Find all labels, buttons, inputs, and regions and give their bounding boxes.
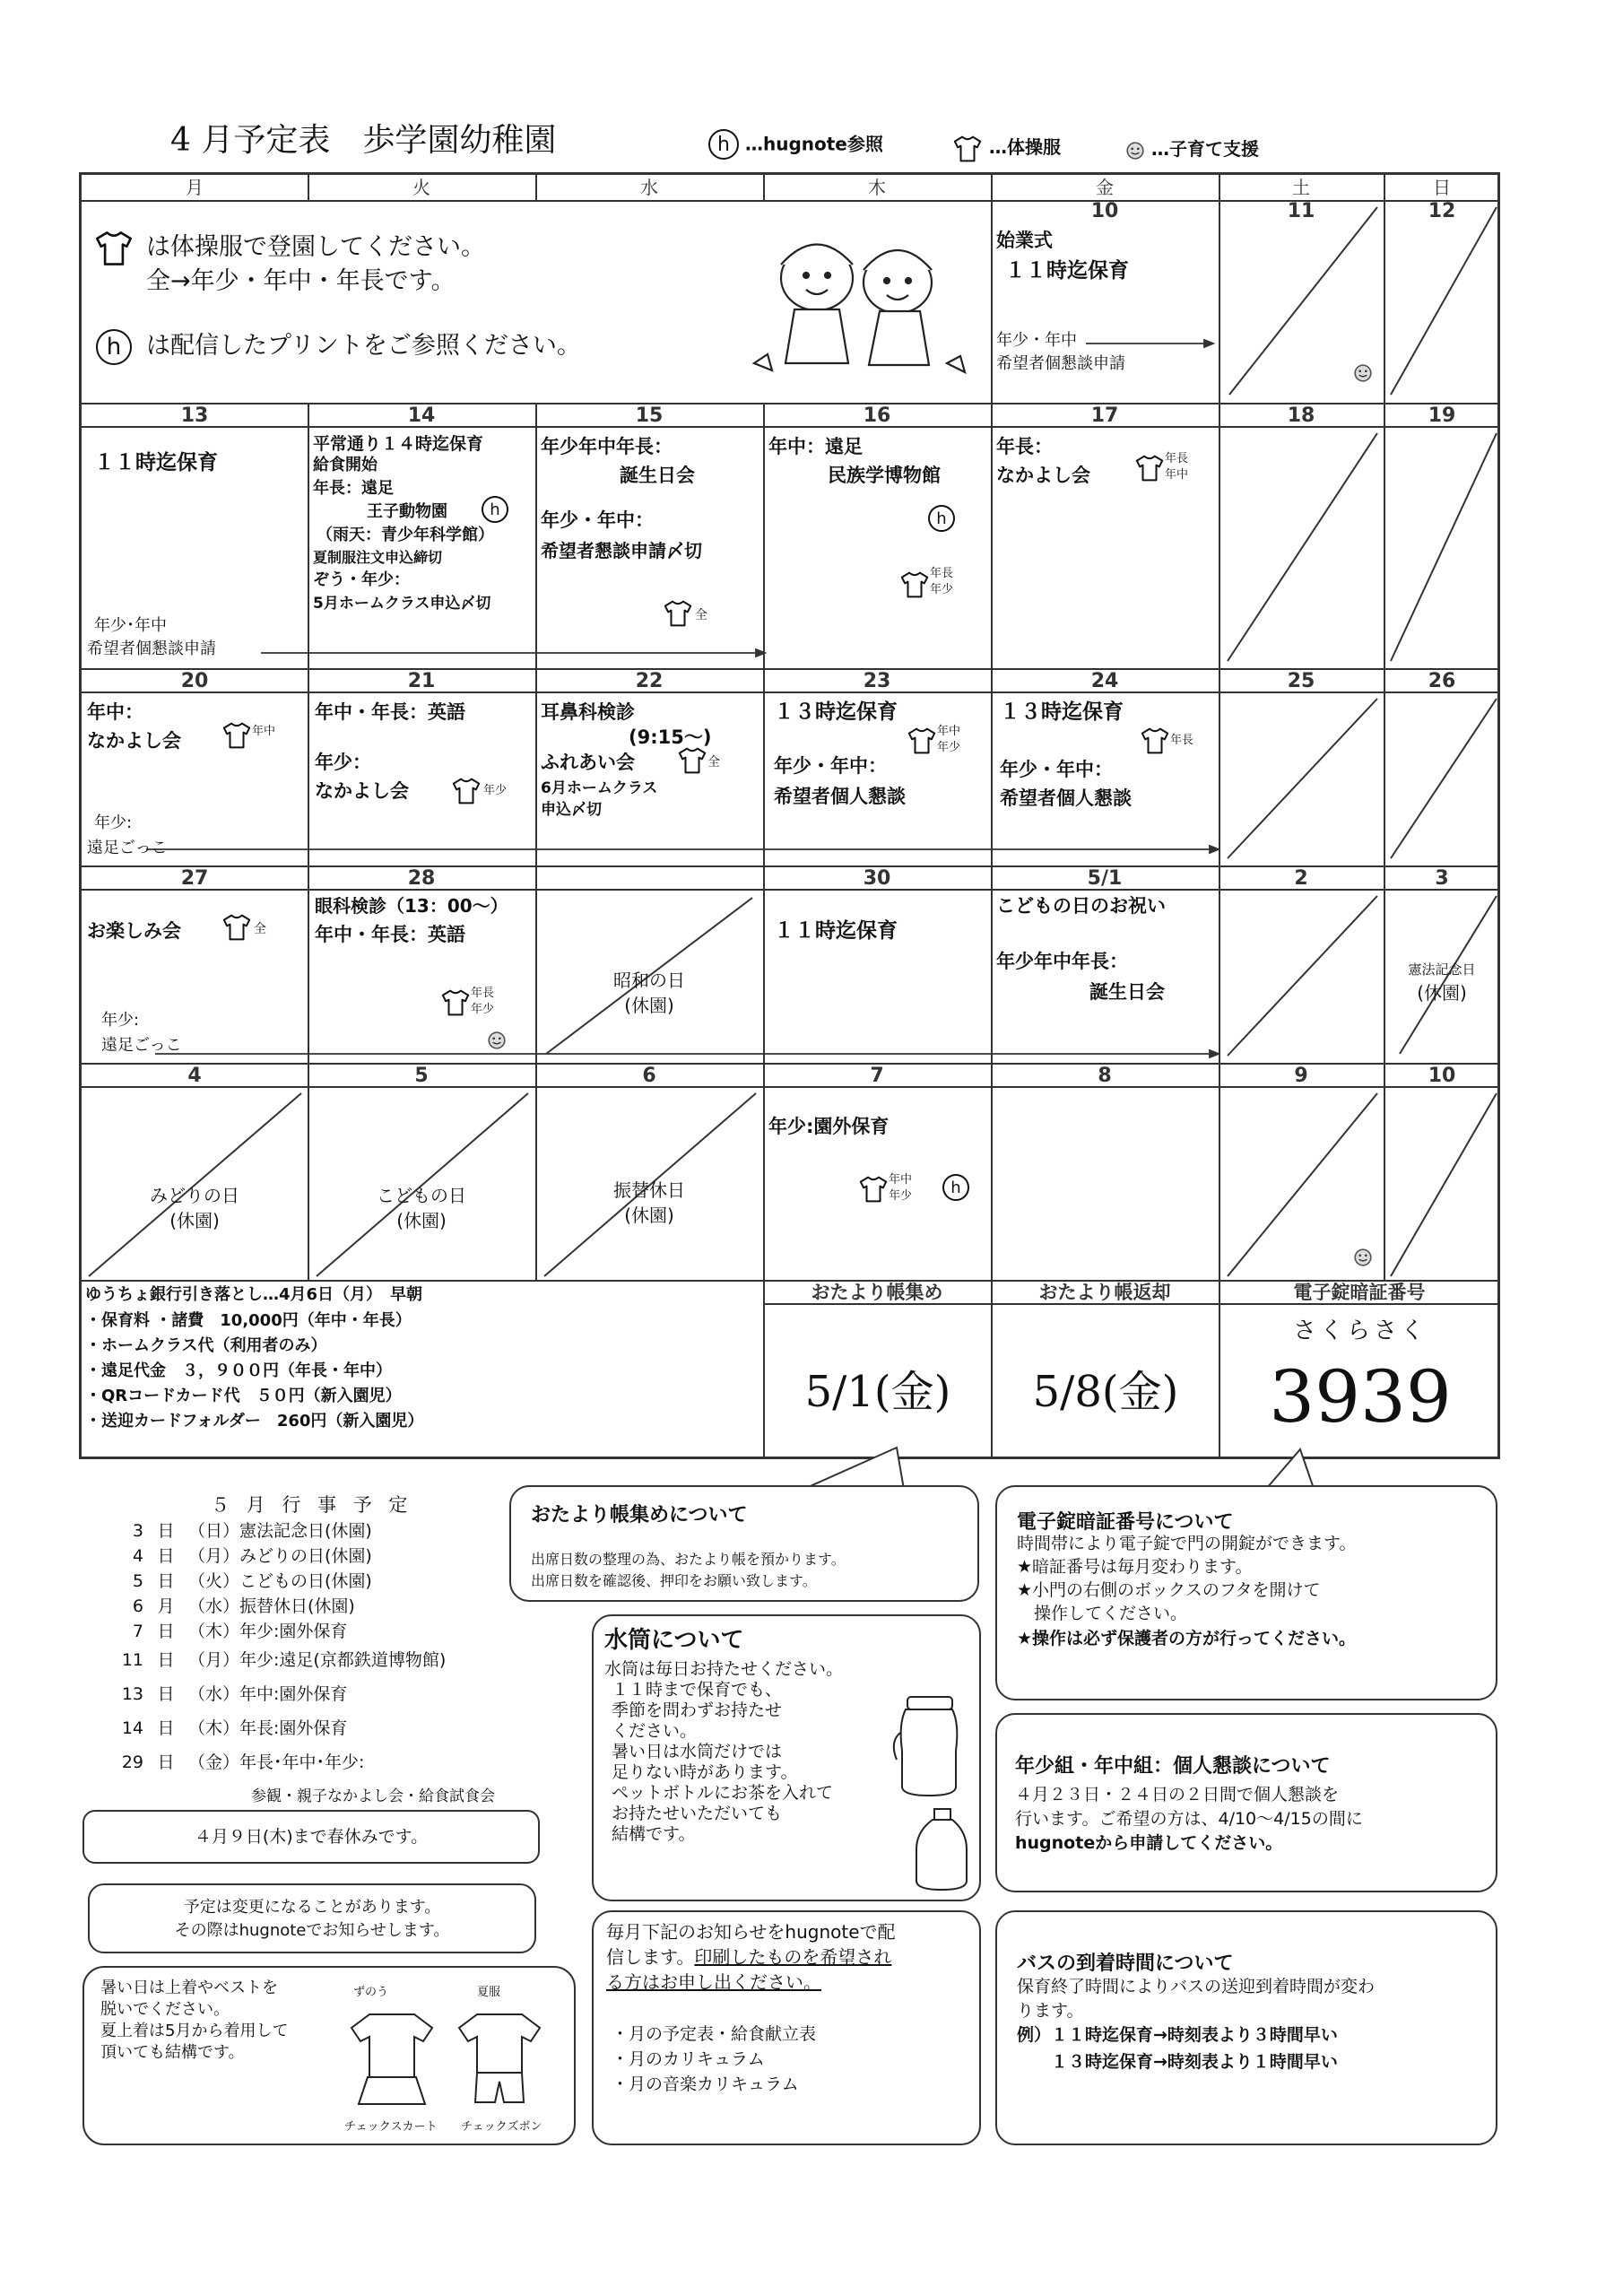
intro-line2: 全→年少・年中・年長です。 [146,267,456,295]
lock-value: 3939 [1269,1355,1452,1439]
support-icon-11 [1353,363,1373,383]
ill-summer: 夏服 [477,1986,501,1999]
d24-meeting: 希望者個人懇談 [1000,787,1132,809]
d15-birthday: 誕生日会 [620,465,695,486]
d17-shirt-2: 年中 [1165,468,1189,482]
hugnote-item: ・月のカリキュラム [612,2049,765,2069]
d29-closed: (休園) [624,995,674,1016]
d51-kids-day: こどもの日のお祝い [996,895,1166,917]
intro-line3: は配信したプリントをご参照ください。 [146,332,581,360]
day-21: 21 [407,670,436,692]
d10-hours: １１時迄保育 [1005,259,1129,283]
d7-shirt-2: 年少 [889,1189,913,1203]
may-event-row: 7 日 （木）年少:園外保育 [132,1622,348,1641]
bank-item-5: ・送迎カードフォルダー 260円（新入園児） [85,1412,424,1431]
hugnote-item: ・月の予定表・給食献立表 [612,2024,817,2044]
suito-line-2: １１時まで保育でも、 [612,1680,783,1700]
day-22: 22 [635,670,664,692]
day-4: 4 [187,1065,202,1087]
spring-note: ４月９日(木)まで春休みです。 [82,1810,540,1864]
may-event-extra: 参観・親子なかよし会・給食試食会 [251,1787,495,1805]
d7-h-icon: h [942,1174,969,1201]
d17-shirt-icon [1134,455,1165,482]
d17-grade: 年長： [996,436,1053,457]
d27-event: お楽しみ会 [87,920,181,942]
d23-shirt-1: 年中 [937,725,961,738]
d5-closed: (休園) [396,1210,447,1231]
day-3: 3 [1435,867,1449,890]
bank-item-4: ・QRコードカード代 ５０円（新入園児） [85,1387,402,1405]
lock-label: 電子錠暗証番号 [1293,1282,1426,1303]
intro-h-icon: h [96,329,132,365]
collect-label: おたより帳集め [811,1282,943,1303]
change-note: 予定は変更になることがあります。 その際はhugnoteでお知らせします。 [88,1883,536,1953]
d16-shirt-icon [899,571,930,598]
children-illustration [736,211,978,390]
d20-grade2: 年少: [94,813,133,832]
d22-time: (9:15～) [629,726,712,748]
d14-homeclass: 5月ホームクラス申込〆切 [313,595,491,613]
intro-line1: は体操服で登園してください。 [146,233,485,261]
d22-checkup: 耳鼻科検診 [541,701,635,723]
d23-meeting: 希望者個人懇談 [774,786,906,807]
d7-shirt-icon [858,1176,889,1203]
legend-h-text: …hugnote参照 [744,133,883,155]
konda-box: 年少組・年中組：個人懇談について ４月２３日・２４日の２日間で個人懇談を 行います。ご希望の方は、4/10～4/15の間に hugnoteから申請してください。 [995,1713,1497,1892]
d7-outing: 年少:園外保育 [768,1116,890,1137]
weekday-sun: 日 [1433,177,1451,198]
suito-line-8: お持たせいただいても [612,1804,783,1823]
day-11: 11 [1287,200,1315,222]
d14-lunch: 給食開始 [313,456,378,474]
d14-h-icon: h [482,496,508,523]
d20-play: 遠足ごっこ [87,839,168,857]
day-12: 12 [1428,200,1456,222]
legend-support-text: …子育て支援 [1150,138,1259,160]
d23-shirt-2: 年少 [937,741,961,754]
d23-shirt-icon [907,727,937,754]
support-icon-28 [487,1031,507,1050]
d21-shirt: 年少 [483,784,508,797]
d16-shirt-2: 年少 [930,583,954,596]
day-23: 23 [863,670,891,692]
uniform-illustration [334,1987,567,2113]
ill-skirt: チェックスカート [344,2120,438,2134]
may-event-row: 4 日 （月）みどりの日(休園) [132,1546,372,1566]
intro-shirt-icon [94,230,134,266]
calendar [79,172,1500,1459]
bank-item-2: ・ホームクラス代（利用者のみ） [85,1336,327,1355]
bank-item-3: ・遠足代金 ３，９００円（年長・年中） [85,1361,392,1380]
suito-line-5: 暑い日は水筒だけでは [612,1742,783,1761]
day-14: 14 [407,404,436,427]
d21-event: なかよし会 [315,780,409,802]
return-label: おたより帳返却 [1038,1282,1171,1303]
d22-homeclass: 6月ホームクラス [541,779,658,797]
day-15: 15 [635,404,664,427]
weekday-mon: 月 [186,177,204,198]
lock-box: 電子錠暗証番号について 時間帯により電子錠で門の開錠ができます。 ★暗証番号は毎月変わります。 ★小門の右側のボックスのフタを開けて 操作してください。 ★操作は必ず保護者の方が行ってください。 [995,1485,1497,1700]
d28-shirt-2: 年少 [471,1003,495,1016]
legend-support [1125,135,1259,161]
day-8: 8 [1098,1065,1112,1087]
d23-grades: 年少・年中： [774,755,887,777]
suito-line-7: ペットボトルにお茶を入れて [612,1783,834,1803]
day-13: 13 [180,404,209,427]
h-icon: h [708,129,739,160]
d22-deadline: 申込〆切 [541,801,602,819]
day-2: 2 [1294,867,1308,890]
suito-line-9: 結構です。 [612,1824,696,1844]
day-24: 24 [1090,670,1119,692]
bottle-illustration [890,1688,976,1894]
page-title: 4 月予定表 歩学園幼稚園 [170,122,557,159]
lock-kana: さくらさく [1292,1318,1428,1344]
weekday-tue: 火 [412,177,430,198]
d16-h-icon: h [928,505,955,532]
bank-title: ゆうちょ銀行引き落とし…4月6日（月） 早朝 [85,1285,423,1304]
d14-zoo: 王子動物園 [367,502,447,521]
d13-request: 希望者個懇談申請 [87,639,216,658]
d22-event: ふれあい会 [541,752,635,773]
d51-birthday: 誕生日会 [1089,981,1165,1003]
d20-grade: 年中： [87,701,143,723]
d20-event: なかよし会 [87,730,181,752]
d20-shirt-icon [221,722,252,749]
day-10-may: 10 [1428,1065,1456,1087]
smile-icon [1125,141,1145,161]
day-20: 20 [180,670,209,692]
suito-line-1: 水筒は毎日お持たせください。 [604,1659,844,1679]
may-events-list [99,1518,529,1813]
d23-hours: １３時迄保育 [774,700,898,724]
day-30: 30 [863,867,891,890]
d4-closed: (休園) [169,1210,220,1231]
d24-hours: １３時迄保育 [1000,700,1124,724]
d27-shirt: 全 [254,922,266,936]
day-5: 5 [414,1065,429,1087]
d24-shirt-icon [1140,727,1170,754]
d30-hours: １１時迄保育 [774,919,898,943]
d5-holiday: こどもの日 [377,1185,466,1206]
day-10: 10 [1090,200,1119,222]
ill-pants: チェックズボン [461,2120,542,2134]
support-icon-9 [1353,1248,1373,1267]
may-event-row: 3 日 （日）憲法記念日(休園) [132,1521,372,1541]
suito-line-4: ください。 [612,1721,698,1741]
d24-grades: 年少・年中： [1000,759,1113,780]
may-event-row: 5 日 （火）こどもの日(休園) [132,1571,372,1591]
d21-grade: 年少： [315,752,371,773]
day-16: 16 [863,404,891,427]
d14-uniform: 夏制服注文申込締切 [313,549,443,566]
bus-box: バスの到着時間について 保育終了時間によりバスの送迎到着時間が変わ ります。 例）１１時迄保育→時刻表より３時間早い １３時迄保育→時刻表より１時間早い [995,1910,1497,2145]
weekday-sat: 土 [1292,177,1310,198]
d27-shirt-icon [221,914,252,941]
hot-note: 暑い日は上着やベストを 脱いでください。 夏上着は5月から着用して 頂いても結構です。 チェックスカート チェックズボン 夏服 ずのう [82,1966,576,2145]
d24-shirt: 年長 [1170,734,1194,747]
d15-shirt-all: 全 [695,608,707,622]
d22-shirt-icon [677,747,707,774]
may-event-row: 14 日 （木）年長:園外保育 [121,1718,348,1738]
day-26: 26 [1428,670,1456,692]
d22-shirt: 全 [707,755,720,770]
d3-holiday: 憲法記念日 [1408,961,1476,978]
d10-grades: 年少・年中 [996,331,1077,350]
d16-museum: 民族学博物館 [828,465,941,486]
day-19: 19 [1428,404,1456,427]
day-27: 27 [180,867,209,890]
d10-request: 希望者個懇談申請 [996,354,1125,373]
suito-line-3: 季節を問わずお持たせ [612,1700,783,1720]
d21-english: 年中・年長：英語 [315,701,465,723]
day-7: 7 [870,1065,884,1087]
may-events-title: ５ 月 行 事 予 定 [211,1494,413,1516]
otayori-box: おたより帳集めについて 出席日数の整理の為、おたより帳を預かります。 出席日数を確認後、押印をお願い致します。 [509,1485,979,1602]
d10-ceremony: 始業式 [996,230,1053,251]
d28-shirt-1: 年長 [471,987,495,1000]
suito-line-6: 足りない時があります。 [612,1762,798,1782]
d4-holiday: みどりの日 [150,1185,239,1206]
weekday-thu: 木 [868,177,886,198]
d14-normal: 平常通り１４時迄保育 [313,434,484,454]
day-25: 25 [1287,670,1315,692]
day-18: 18 [1287,404,1315,427]
d3-closed: (休園) [1417,982,1467,1004]
legend-shirt [952,133,1061,162]
d28-shirt-icon [440,989,471,1016]
d16-shirt-1: 年長 [930,567,954,580]
day-6: 6 [642,1065,656,1087]
d13-hours: １１時迄保育 [94,451,218,474]
d16-trip: 年中：遠足 [768,436,863,457]
day-17: 17 [1090,404,1119,427]
shirt-icon [952,135,983,162]
d15-grades: 年少・年中： [541,509,654,531]
d28-english: 年中・年長：英語 [315,924,465,945]
weekday-wed: 水 [640,177,658,198]
may-event-row: 6 月 （水）振替休日(休園) [132,1596,355,1616]
d15-shirt-icon [663,600,693,627]
d29-holiday: 昭和の日 [613,970,685,991]
d15-deadline: 希望者懇談申請〆切 [541,540,702,561]
d14-rain: （雨天：青少年科学館） [317,526,494,544]
d28-eye: 眼科検診（13：00～） [315,895,508,917]
d27-play: 遠足ごっこ [101,1036,182,1055]
hugnote-item: ・月の音楽カリキュラム [612,2074,799,2094]
legend-shirt-text: …体操服 [988,136,1061,158]
d17-event: なかよし会 [996,465,1090,486]
d6-holiday: 振替休日 [613,1179,685,1201]
hugnote-box: 毎月下記のお知らせをhugnoteで配 信します。印刷したものを希望され る方はお申し出ください。 ・月の予定表・給食献立表 ・月のカリキュラム ・月の音楽カリキュラム [592,1910,981,2145]
d15-all: 年少年中年長： [541,436,673,457]
d13-grades: 年少･年中 [94,616,167,635]
return-value: 5/8(金) [1032,1367,1179,1417]
may-event-row: 13 日 （水）年中:園外保育 [121,1684,348,1704]
bank-item-1: ・保育料 ・諸費 10,000円（年中・年長） [85,1311,412,1330]
d20-shirt: 年中 [252,725,276,738]
d21-shirt-icon [451,778,482,804]
weekday-fri: 金 [1096,177,1114,198]
d7-shirt-1: 年中 [889,1173,913,1187]
d14-zou: ぞう・年少： [313,570,410,589]
d14-trip: 年長：遠足 [313,479,394,498]
collect-value: 5/1(金) [804,1367,951,1417]
may-event-row: 11 日 （月）年少:遠足(京都鉄道博物館) [121,1650,447,1670]
ill-label: ずのう [353,1986,389,1999]
d51-all: 年少年中年長： [996,951,1128,972]
d27-grade: 年少: [101,1011,140,1030]
day-5-1: 5/1 [1087,867,1123,890]
d17-shirt-1: 年長 [1165,452,1189,465]
day-28: 28 [407,867,436,890]
may-event-row: 29 日 （金）年長･年中･年少: [121,1752,365,1772]
day-9: 9 [1294,1065,1308,1087]
legend-h [708,129,883,160]
d6-closed: (休園) [624,1205,674,1226]
suito-box: 水筒について 水筒は毎日お持たせください。 １１時まで保育でも、 季節を問わずお持たせ ください。 暑い日は水筒だけでは 足りない時があります。 ペットボトルにお茶を入れて お持たせいただいても 結構です。 [592,1614,981,1901]
